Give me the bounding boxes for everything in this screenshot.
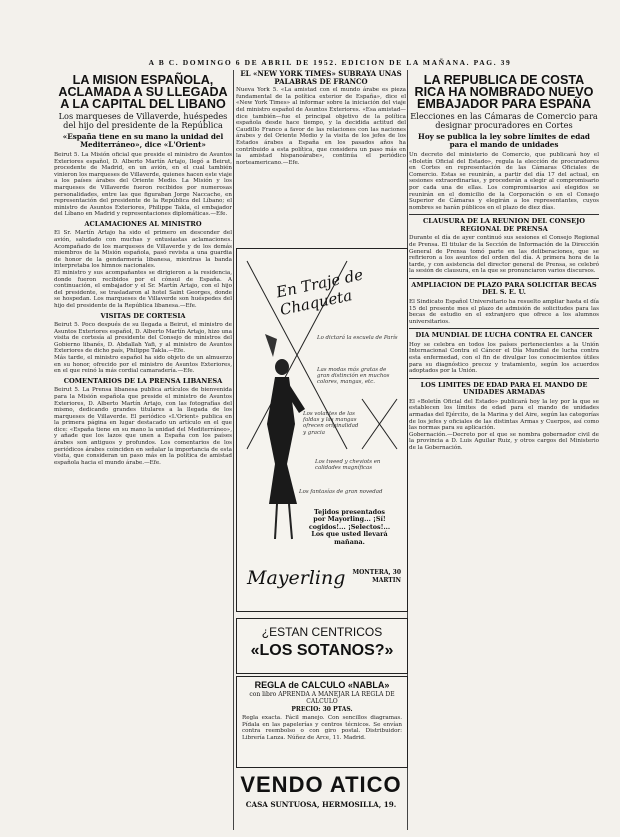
article-paragraph: El Sindicato Español Universitario ha resuelto ampliar hasta el día 15 del presente mes el plazo de admisión de solicitudes para las becas de estudio en el extranjero que ofrece a los alumnos universitarios. [409,298,599,325]
section-subheading: AMPLIACION DE PLAZO PARA SOLICITAR BECAS DEL S. E. U. [411,280,597,297]
fashion-advertisement [236,248,408,612]
tagline-line: mañana. [334,537,365,546]
regla-title: REGLA de CALCULO «NABLA» [254,680,390,690]
slide-rule-advertisement [236,676,408,768]
article-paragraph: El Sr. Martín Artajo ha sido el primero en descender del avión, saludado con muchas y entusiastas aclamaciones. Acompañado de los marqueses de Villaverde y de los demás miembros de la Misión española, pasó revista a una guardia de honor de la gendarmería libanesa, mientras la banda interpretaba los himnos nacionales. [54,230,232,270]
sotanos-advertisement [236,618,408,674]
vendo-title: VENDO ATICO [240,772,402,797]
article-subdeck: Hoy se publica la ley sobre límites de edad para el mando de unidades [418,132,590,149]
fashion-copy: Los fantasías de gran novedad [299,489,383,495]
section-divider [409,378,599,379]
section-subheading: CLAUSURA DE LA REUNION DEL CONSEJO REGIONAL DE PRENSA [422,217,586,233]
address-line: MONTERA, 30 [352,569,401,576]
fashion-copy: Los volantes de las faldas y las mangas ofrecen originalidad y gracia [303,411,359,436]
article-headline: LA MISION ESPAÑOLA, ACLAMADA A SU LLEGADA A LA CAPITAL DEL LIBANO [58,73,228,111]
article-paragraph: Beirut 5. La Prensa libanesa publica artículos de bienvenida para la Misión española que preside el ministro de Asuntos Exteriores, D. Alberto Martín Artajo, con las fotografías del mismo, dedicando grandes titulares a la llegada de los marqueses de Villaverde. El periódico «L'Orient» publica en la primera página en lugar destacado un artículo en el que dice: «España tiene en su mano la unidad del Mediterráneo», y añade que los lazos que unen a España con los países árabes son antiguos y profundos. Los comentarios de los periódicos árabes coinciden en señalar la importancia de esta visita, que consideran un paso más en la política de amistad española hacia el mundo árabe.—Efe. [54,387,232,466]
vendo-atico-advertisement [236,772,406,809]
column-2-article [236,70,406,246]
fashion-script-title: En Traje de Chaqueta [274,265,365,320]
article-deck: Los marqueses de Villaverde, huéspedes del hijo del presidente de la República [58,111,228,130]
article-paragraph: Durante el día de ayer continuó sus sesiones el Consejo Regional de Prensa. El titular de la Sección de Información de la Dirección General de Prensa tomó parte en las deliberaciones, que se refirieron a los asuntos del orden del día. A primera hora de la tarde, y con asistencia del director general de Prensa, se celebró la sesión de clausura, en la que se pronunciaron varios discursos. [409,235,599,275]
section-subheading: DIA MUNDIAL DE LUCHA CONTRA EL CANCER [415,331,593,340]
tagline-line: cogidos!... ¡Selectos!... [308,522,391,531]
tagline-line: Los que usted llevará [311,530,388,539]
brand-logo: Mayerling [247,567,346,589]
column-1 [54,70,232,832]
fashion-copy: Los tweed y cheviots en calidades magníficas [315,459,381,472]
article-paragraph: Nueva York 5. «La amistad con el mundo árabe es pieza fundamental de la política exterior de España», dice el «New York Times» al informar sobre la iniciación del viaje del ministro español de Asuntos Exteriores. «Esa amistad—dice también—fue el principal objetivo de la política española desde hace tiempo, y la decidida actitud del Caudillo Franco a favor de las relaciones con las naciones árabes y del Oriente Medio y la visita de los jefes de los Estados árabes a España en los pasados años ha contribuido a esta política, que considera un paso más en la amistad hispanoárabe», continúa el periódico norteamericano.—Efe. [236,87,406,166]
regla-text: Regla exacta. Fácil manejo. Con sencillos diagramas. Pídala en las papelerías y centros técnicos. Se envían contra reembolso o con giro postal. Distribuidor: Librería Lanza. Núñez de Arce, 11. Madrid. [242,715,402,741]
article-paragraph: Beirut 5. La Misión oficial que preside el ministro de Asuntos Exteriores español, D. Alberto Martín Artajo, llegó a Beirut, procedente de Madrid, en un avión, en el cual también vinieron los marqueses de Villaverde, quienes hacen este viaje a los países árabes del Oriente Medio. La Misión y los marqueses de Villaverde fueron recibidos por numerosas personalidades, entre las que figuraban Jorge Naccache, en representación del presidente de la República del Líbano; el ministro de Asuntos Exteriores, Philippe Takla, el embajador del Líbano en Madrid y representaciones diplomáticas.—Efe. [54,152,232,218]
article-headline: LA REPUBLICA DE COSTA RICA HA NOMBRADO NUEVO EMBAJADOR PARA ESPAÑA [414,73,594,111]
article-paragraph: El ministro y sus acompañantes se dirigieron a la residencia, donde fueron recibidos por el cónsul de España. A continuación, el embajador y el Sr. Martín Artajo, con el hijo del presidente, se trasladaron al hotel Saint Georges, donde se hospedan. Los marqueses de Villaverde son huéspedes del hijo del presidente de la República libanesa.—Efe. [54,270,232,309]
article-headline: EL «NEW YORK TIMES» SUBRAYA UNAS PALABRAS DE FRANCO [240,70,402,86]
article-paragraph: Gobernación.—Decreto por el que se nombra gobernador civil de la provincia a D. Luis Aguilar Ruiz, y otros cargos del Ministerio de la Gobernación. [409,431,599,451]
section-subheading: VISITAS DE CORTESIA [100,311,186,320]
section-subheading: ACLAMACIONES AL MINISTRO [84,219,202,228]
article-deck: Elecciones en las Cámaras de Comercio para designar procuradores en Cortes [410,111,598,130]
page-masthead: A B C. DOMINGO 6 DE ABRIL DE 1952. EDICION DE LA MAÑANA. PAG. 39 [148,58,512,67]
fashion-copy: Lo dictará la escuela de París [317,335,398,341]
sotanos-question: ¿ESTAN CENTRICOS [261,625,383,639]
article-subdeck: «España tiene en su mano la unidad del Mediterráneo», dice «L'Orient» [62,132,224,149]
article-paragraph: El «Boletín Oficial del Estado» publicará hoy la ley por la que se establecen los límites de edad para el mando de unidades armadas del Ejército, de la Marina y del Aire, según las categorías de los jefes y oficiales de las distintas Armas y Cuerpos, así como las normas para su aplicación. [409,398,599,432]
brand-address [352,569,401,585]
fashion-tagline [297,509,402,546]
article-paragraph: Beirut 5. Poco después de su llegada a Beirut, el ministro de Asuntos Exteriores español, D. Alberto Martín Artajo, hizo una visita de cortesía al presidente del Consejo de ministros del Gobierno libanés, D. Abdallah Yafi, y al ministro de Asuntos Exteriores de dicho país, Philippe Takla.—Efe. [54,322,232,355]
section-subheading: COMENTARIOS DE LA PRENSA LIBANESA [63,376,223,385]
section-subheading: LOS LIMITES DE EDAD PARA EL MANDO DE UNIDADES ARMADAS [420,380,588,397]
column-divider [233,70,234,830]
article-paragraph: Hoy se celebra en todos los países pertenecientes a la Unión Internacional Contra el Cáncer el Día Mundial de lucha contra esta enfermedad, con el fin de divulgar los conocimientos útiles para su diagnóstico precoz y tratamiento, según los acuerdos adoptados por la Unión. [409,341,599,375]
article-paragraph: Más tarde, el ministro español ha sido objeto de un almuerzo en su honor, ofrecido por el ministro de Asuntos Exteriores, en el que reinó la más cordial camaradería.—Efe. [54,355,232,375]
tagline-line: Tejidos presentados [313,508,385,516]
column-3 [409,70,599,832]
fashion-copy: Las modas más gratas de gran distinción en muchos colores, mangas, etc. [317,367,390,386]
article-paragraph: Un decreto del ministerio de Comercio, que publicará hoy el «Boletín Oficial del Estado», regula la elección de procuradores en Cortes en representación de las Cámaras Oficiales de Comercio. Estas se reunirán, a partir del día 17 del actual, en sesiones extraordinarias, y procederán a elegir al compromisario por cada una de ellas. Los compromisarios así elegidos se reunirán en el domicilio de la Corporación o en el Consejo Superior de Cámaras y elegirán a los representantes, cuyos nombres se harán públicos en el plazo de diez días. [409,152,599,211]
section-divider [409,328,599,329]
address-line: MARTIN [372,577,401,584]
sotanos-name: «LOS SOTANOS?» [250,642,394,659]
vendo-address: CASA SUNTUOSA, HERMOSILLA, 19. [245,800,397,809]
regla-price: PRECIO: 30 PTAS. [291,706,353,713]
regla-subtitle: con libro APRENDA A MANEJAR LA REGLA DE CALCULO [249,691,395,705]
tagline-line: por Mayorling... ¡Sí! [313,515,386,524]
section-divider [409,214,599,215]
section-divider [409,278,599,279]
